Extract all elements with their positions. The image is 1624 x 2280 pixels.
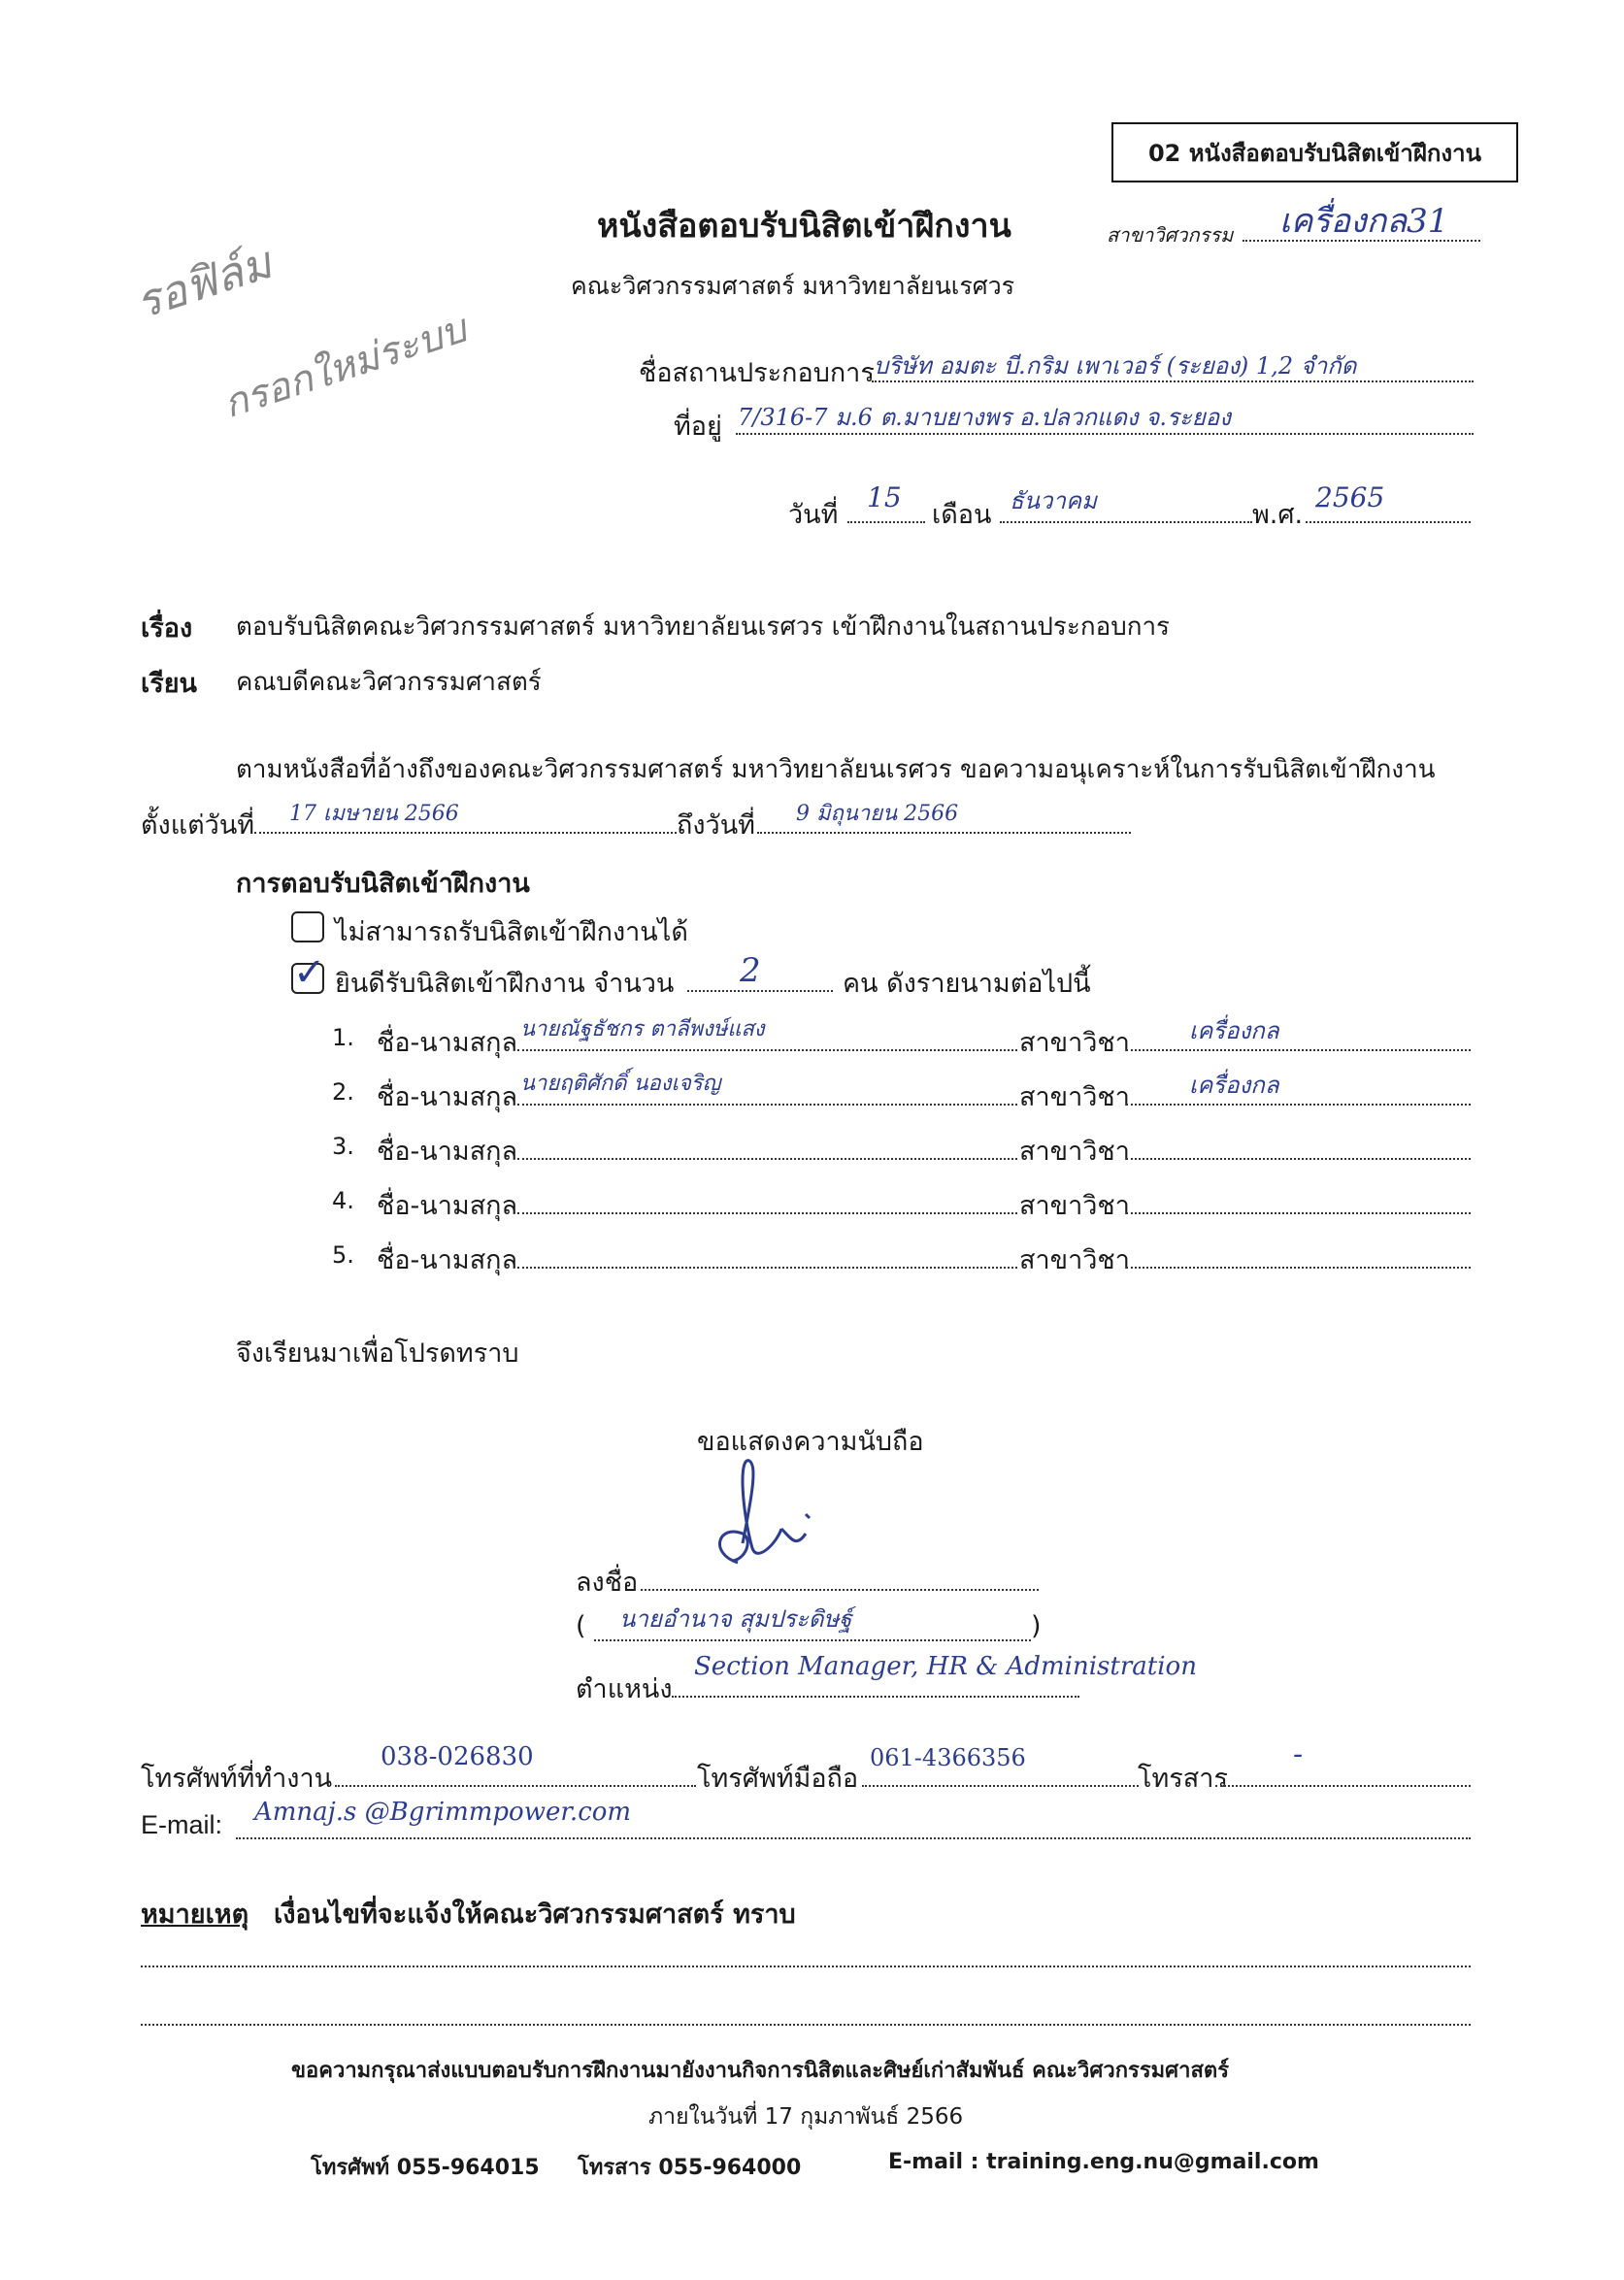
position-dots xyxy=(672,1696,1079,1698)
student-major-label: สาขาวิชา xyxy=(1019,1191,1130,1221)
company-value: บริษัท อมตะ บี.กริม เพาเวอร์ (ระยอง) 1,2 จำกัด xyxy=(874,352,1357,380)
mobile-phone: 061-4366356 xyxy=(870,1744,1026,1771)
student-major-dots xyxy=(1126,1158,1471,1160)
student-name-dots xyxy=(517,1212,1017,1214)
reject-label: ไม่สามารถรับนิสิตเข้าฝึกงานได้ xyxy=(335,917,688,947)
form-code-box xyxy=(1111,122,1518,182)
office-phone-label: โทรศัพท์ที่ทำงาน xyxy=(141,1764,333,1794)
date-year-dots xyxy=(1306,521,1471,523)
student-name-dots xyxy=(517,1104,1017,1106)
accept-suffix: คน ดังรายนามต่อไปนี้ xyxy=(843,969,1091,999)
student-name-label: ชื่อ-นามสกุล xyxy=(377,1082,518,1112)
period-from-label: ตั้งแต่วันที่ xyxy=(141,810,255,841)
footer-line2: ภายในวันที่ 17 กุมภาพันธ์ 2566 xyxy=(648,2104,964,2130)
date-day-dots xyxy=(847,521,925,523)
student-major-label: สาขาวิชา xyxy=(1019,1245,1130,1275)
name-open-paren: ( xyxy=(576,1611,586,1641)
to-text: คณบดีคณะวิศวกรรมศาสตร์ xyxy=(236,668,542,697)
subject-text: ตอบรับนิสิตคณะวิศวกรรมศาสตร์ มหาวิทยาลัยนเรศวร เข้าฝึกงานในสถานประกอบการ xyxy=(236,612,1171,642)
date-month-dots xyxy=(1000,521,1252,523)
student-name-label: ชื่อ-นามสกุล xyxy=(377,1137,518,1167)
student-num: 2. xyxy=(332,1078,354,1106)
remark-label: หมายเหตุ xyxy=(141,1900,249,1930)
period-to-label: ถึงวันที่ xyxy=(677,810,755,841)
address-label: ที่อยู่ xyxy=(674,412,722,442)
signer-name: นายอำนาจ สุมประดิษฐ์ xyxy=(619,1605,852,1633)
date-day: 15 xyxy=(867,481,902,513)
margin-note-1: รอฟิล์ม xyxy=(129,236,279,329)
student-name-label: ชื่อ-นามสกุล xyxy=(377,1028,518,1058)
to-label: เรียน xyxy=(141,669,198,699)
footer-email: E-mail : training.eng.nu@gmail.com xyxy=(888,2150,1319,2174)
sign-dots xyxy=(641,1589,1039,1591)
check-mark-icon: ✓ xyxy=(293,950,326,995)
student-major-dots xyxy=(1126,1049,1471,1051)
signature-mark xyxy=(699,1456,835,1582)
student-name-dots xyxy=(517,1049,1017,1051)
reject-checkbox[interactable] xyxy=(291,911,324,942)
acceptance-heading: การตอบรับนิสิตเข้าฝึกงาน xyxy=(236,869,530,899)
subject-label: เรื่อง xyxy=(141,613,193,644)
student-num: 5. xyxy=(332,1241,354,1269)
student-major-label: สาขาวิชา xyxy=(1019,1137,1130,1167)
student-major-label: สาขาวิชา xyxy=(1019,1082,1130,1112)
period-to: 9 มิถุนายน 2566 xyxy=(796,802,959,826)
position-label: ตำแหน่ง xyxy=(576,1674,673,1704)
student-name: นายฤติศักดิ์ นองเจริญ xyxy=(520,1072,721,1096)
student-major-dots xyxy=(1126,1267,1471,1269)
date-month-label: เดือน xyxy=(932,500,992,530)
signer-position: Section Manager, HR & Administration xyxy=(694,1652,1197,1681)
date-year-label: พ.ศ. xyxy=(1252,500,1304,530)
mobile-phone-label: โทรศัพท์มือถือ xyxy=(697,1764,859,1794)
accept-count: 2 xyxy=(740,951,761,990)
sign-label: ลงชื่อ xyxy=(576,1568,639,1598)
footer-fax: โทรสาร 055-964000 xyxy=(578,2156,802,2180)
branch-value: เครื่องกล31 xyxy=(1279,202,1449,241)
name-close-paren: ) xyxy=(1031,1611,1042,1641)
student-name: นายณัฐธัชกร ตาลีพงษ์แสง xyxy=(520,1017,765,1041)
period-from-dots xyxy=(254,832,677,834)
form-code: 02 หนังสือตอบรับนิสิตเข้าฝึกงาน xyxy=(1147,139,1482,167)
remark-line-1 xyxy=(141,1966,1471,1967)
student-name-dots xyxy=(517,1158,1017,1160)
date-day-label: วันที่ xyxy=(788,500,839,530)
fax-label: โทรสาร xyxy=(1138,1764,1228,1794)
date-year: 2565 xyxy=(1315,481,1385,513)
student-num: 3. xyxy=(332,1133,354,1160)
remark-line-2 xyxy=(141,2024,1471,2026)
footer-line1: ขอความกรุณาส่งแบบตอบรับการฝึกงานมายังงานกิจการนิสิตและศิษย์เก่าสัมพันธ์ คณะวิศวกรรมศาสตร์ xyxy=(291,2059,1230,2083)
office-phone: 038-026830 xyxy=(381,1742,534,1771)
branch-label: สาขาวิศวกรรม xyxy=(1107,223,1234,247)
body-text: ตามหนังสือที่อ้างถึงของคณะวิศวกรรมศาสตร์ มหาวิทยาลัยนเรศวร ขอความอนุเคราะห์ในการรับนิสิตเข้าฝึกงาน xyxy=(236,755,1436,784)
accept-label: ยินดีรับนิสิตเข้าฝึกงาน จำนวน xyxy=(335,969,675,999)
closing-text: จึงเรียนมาเพื่อโปรดทราบ xyxy=(236,1338,519,1369)
fax-dots xyxy=(1215,1785,1471,1787)
mobile-phone-dots xyxy=(862,1785,1139,1787)
student-num: 4. xyxy=(332,1187,354,1214)
regards-text: ขอแสดงความนับถือ xyxy=(697,1427,924,1457)
remark-text: เงื่อนไขที่จะแจ้งให้คณะวิศวกรรมศาสตร์ ทราบ xyxy=(274,1900,796,1930)
fax-value: - xyxy=(1293,1737,1304,1771)
student-major-dots xyxy=(1126,1104,1471,1106)
period-to-dots xyxy=(757,832,1131,834)
company-label: ชื่อสถานประกอบการ xyxy=(639,358,875,388)
faculty-subtitle: คณะวิศวกรรมศาสตร์ มหาวิทยาลัยนเรศวร xyxy=(571,272,1015,300)
margin-note-2: กรอกใหม่ระบบ xyxy=(217,306,473,427)
student-major: เครื่องกล xyxy=(1189,1072,1279,1099)
student-name-label: ชื่อ-นามสกุล xyxy=(377,1191,518,1221)
footer-phone: โทรศัพท์ 055-964015 xyxy=(311,2156,540,2180)
signer-name-dots xyxy=(594,1639,1031,1641)
period-from: 17 เมษายน 2566 xyxy=(289,802,459,826)
student-num: 1. xyxy=(332,1024,354,1051)
student-major-dots xyxy=(1126,1212,1471,1214)
date-month: ธันวาคม xyxy=(1010,487,1097,514)
student-major: เครื่องกล xyxy=(1189,1017,1279,1044)
email-label: E-mail: xyxy=(141,1810,223,1839)
student-name-dots xyxy=(517,1267,1017,1269)
email-dots xyxy=(236,1837,1471,1839)
student-major-label: สาขาวิชา xyxy=(1019,1028,1130,1058)
office-phone-dots xyxy=(335,1785,696,1787)
page-title: หนังสือตอบรับนิสิตเข้าฝึกงาน xyxy=(597,207,1011,246)
email-value: Amnaj.s @Bgrimmpower.com xyxy=(254,1798,632,1827)
student-name-label: ชื่อ-นามสกุล xyxy=(377,1245,518,1275)
address-value: 7/316-7 ม.6 ต.มาบยางพร อ.ปลวกแดง จ.ระยอง xyxy=(738,404,1231,431)
accept-count-dots xyxy=(687,990,833,992)
